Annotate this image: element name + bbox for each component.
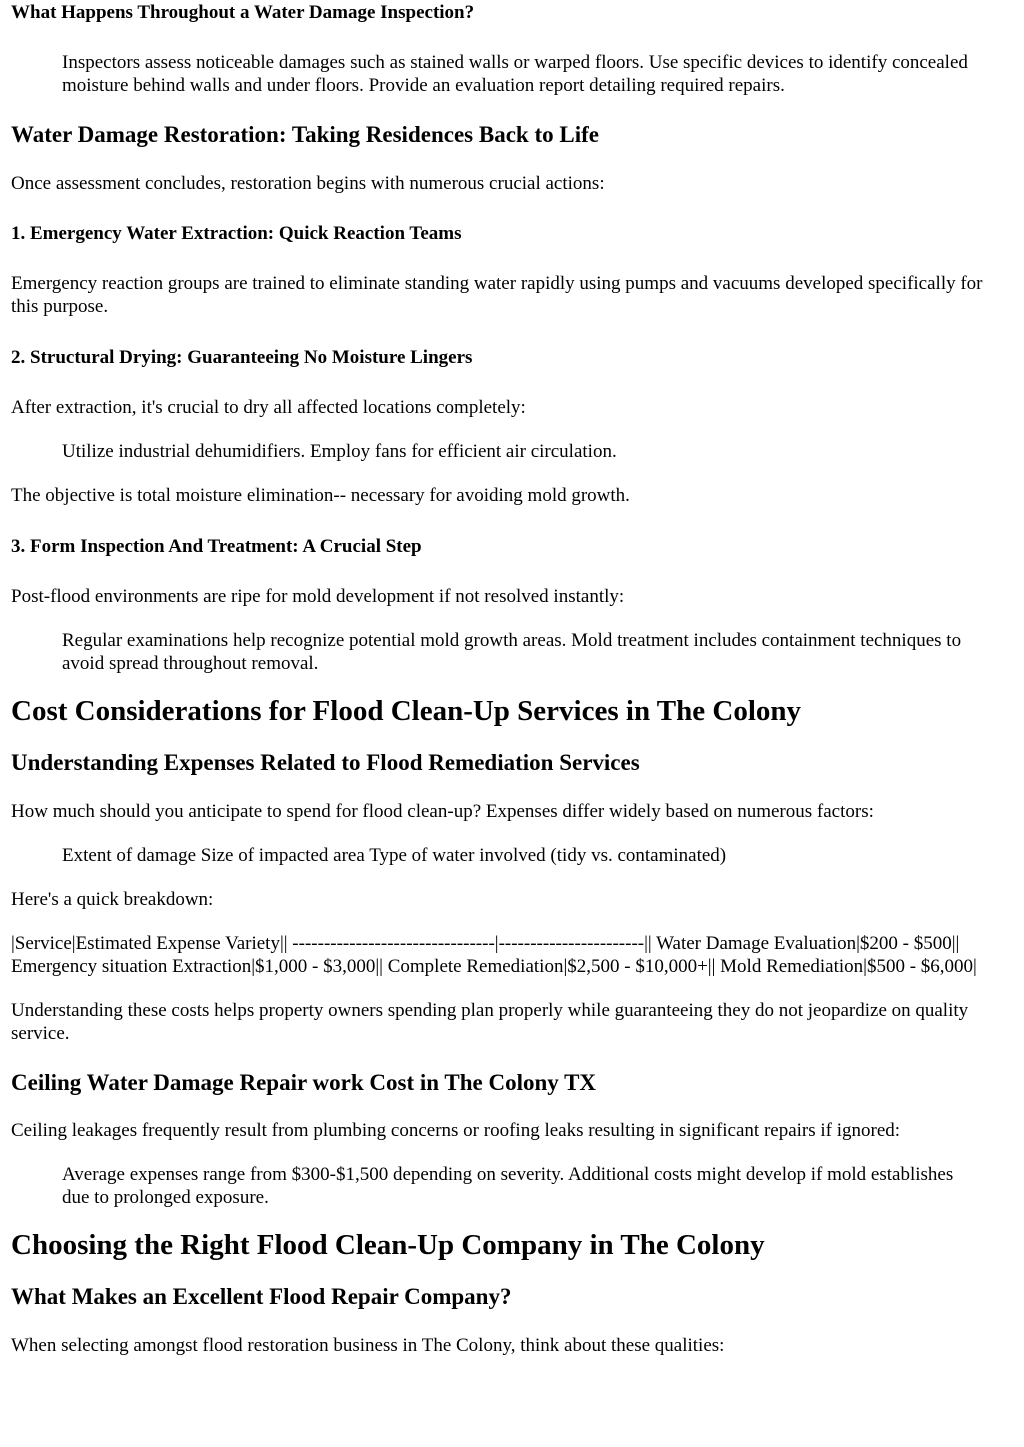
mold-blockquote: Regular examinations help recognize potential mold growth areas. Mold treatment includes containment techniques to avoid spread throughout removal. bbox=[62, 630, 962, 674]
article bbox=[0, 1, 1024, 1357]
heading-excellent-company: What Makes an Excellent Flood Repair Company? bbox=[11, 1284, 512, 1309]
heading-inspection: What Happens Throughout a Water Damage Inspection? bbox=[11, 2, 475, 23]
mold-intro: Post-flood environments are ripe for mold development if not resolved instantly: bbox=[11, 586, 625, 607]
choosing-intro: When selecting amongst flood restoration business in The Colony, think about these qualities: bbox=[11, 1335, 725, 1356]
heading-cost-considerations: Cost Considerations for Flood Clean-Up Services in The Colony bbox=[11, 695, 802, 727]
heading-expenses: Understanding Expenses Related to Flood Remediation Services bbox=[11, 750, 640, 775]
heading-choosing: Choosing the Right Flood Clean-Up Company in The Colony bbox=[11, 1229, 765, 1261]
drying-intro: After extraction, it's crucial to dry all affected locations completely: bbox=[11, 397, 526, 418]
restoration-intro: Once assessment concludes, restoration begins with numerous crucial actions: bbox=[11, 173, 605, 194]
heading-restoration: Water Damage Restoration: Taking Residences Back to Life bbox=[11, 122, 599, 147]
expenses-blockquote: Extent of damage Size of impacted area Type of water involved (tidy vs. contaminated) bbox=[62, 845, 727, 866]
drying-outro: The objective is total moisture elimination-- necessary for avoiding mold growth. bbox=[11, 485, 630, 506]
expenses-intro: How much should you anticipate to spend for flood clean-up? Expenses differ widely based on numerous factors: bbox=[11, 801, 874, 822]
heading-ceiling: Ceiling Water Damage Repair work Cost in The Colony TX bbox=[11, 1070, 597, 1095]
breakdown-table-text: |Service|Estimated Expense Variety|| --------------------------------|-----------------------|| Water Damage Evaluation|$200 - $500|| Emergency situation Extraction|$1,000 - $3,000|| Complete Remediation|$2,500 - $10,000+|| Mold Remediation|$500 - $6,000| bbox=[11, 933, 977, 977]
costs-outro: Understanding these costs helps property owners spending plan properly while guaranteeing they do not jeopardize on quality service. bbox=[11, 1000, 969, 1044]
heading-mold: 3. Form Inspection And Treatment: A Crucial Step bbox=[11, 536, 422, 557]
inspection-blockquote: Inspectors assess noticeable damages such as stained walls or warped floors. Use specific devices to identify concealed moisture behind walls and under floors. Provide an evaluation report detailing required repairs. bbox=[62, 52, 968, 96]
breakdown-intro: Here's a quick breakdown: bbox=[11, 889, 214, 910]
ceiling-blockquote: Average expenses range from $300-$1,500 depending on severity. Additional costs might develop if mold establishes due to prolonged exposure. bbox=[62, 1164, 954, 1208]
drying-blockquote: Utilize industrial dehumidifiers. Employ fans for efficient air circulation. bbox=[62, 441, 617, 462]
heading-extraction: 1. Emergency Water Extraction: Quick Reaction Teams bbox=[11, 223, 462, 244]
extraction-text: Emergency reaction groups are trained to eliminate standing water rapidly using pumps and vacuums developed specifically for this purpose. bbox=[11, 273, 983, 317]
ceiling-intro: Ceiling leakages frequently result from plumbing concerns or roofing leaks resulting in significant repairs if ignored: bbox=[11, 1120, 901, 1141]
heading-drying: 2. Structural Drying: Guaranteeing No Moisture Lingers bbox=[11, 347, 473, 368]
